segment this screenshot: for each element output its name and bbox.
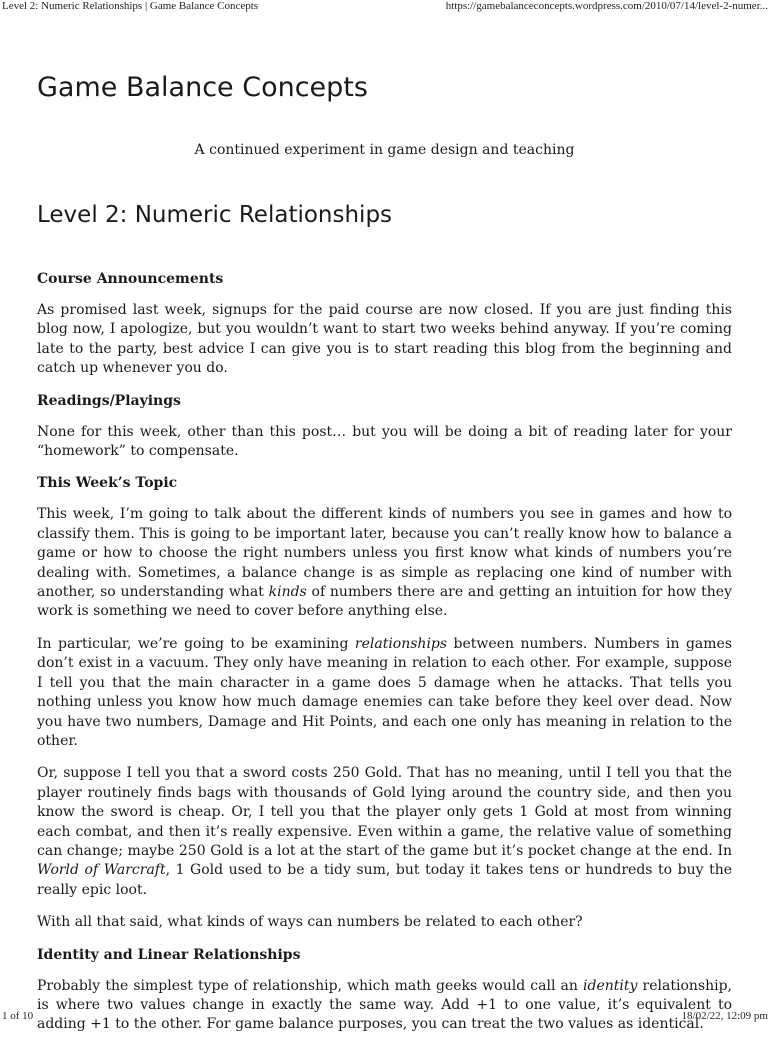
paragraph-announcements: As promised last week, signups for the paid course are now closed. If you are just finding this blog now, I apologize, but you wouldn’t want to start two weeks behind anyway. If you’re coming late to the party, best advice I can give you is to start reading this blog from the beginning and catch up whenever you do. <box>37 302 732 377</box>
paragraph-question: With all that said, what kinds of ways can numbers be related to each other? <box>37 914 583 931</box>
text-run: of numbers there are and getting an intuition for how they work is something we need to cover before anything else. <box>37 584 732 620</box>
site-tagline: A continued experiment in game design and teaching <box>194 142 575 158</box>
emphasis-identity: identity <box>583 977 638 994</box>
post-title[interactable]: Level 2: Numeric Relationships <box>37 202 393 228</box>
print-footer-page: 1 of 10 <box>2 1010 34 1022</box>
paragraph-readings: None for this week, other than this post… but you will be doing a bit of reading later for your “homework” to compensate. <box>37 423 732 460</box>
text-run: In particular, we’re going to be examining <box>37 635 355 652</box>
print-header-title: Level 2: Numeric Relationships | Game Balance Concepts <box>2 0 259 12</box>
emphasis-kinds: kinds <box>268 584 307 601</box>
print-header <box>0 0 768 14</box>
text-run: , 1 Gold used to be a tidy sum, but today it takes tens or hundreds to buy the really epic loot. <box>37 862 732 898</box>
text-run: between numbers. Numbers in games don’t exist in a vacuum. They only have meaning in relation to each other. For example, suppose I tell you that the main character in a game does 5 damage when he attacks. That tells you nothing unless you know how much damage enemies can take before they keel over dead. Now you have two numbers, Damage and Hit Points, and each one only has meaning in relation to the other. <box>37 635 733 749</box>
text-run: Or, suppose I tell you that a sword costs 250 Gold. That has no meaning, until I tell you that the player routinely finds bags with thousands of Gold lying around the country side, and then you know the sword is cheap. Or, I tell you that the player only gets 1 Gold at most from winning each combat, and then it’s really expensive. Even within a game, the relative value of something can change; maybe 250 Gold is a lot at the start of the game but it’s pocket change at the end. In <box>37 765 732 859</box>
paragraph-identity <box>37 977 732 1035</box>
print-header-url: https://gamebalanceconcepts.wordpress.com/2010/07/14/level-2-numer... <box>445 0 768 12</box>
text-run: relationship, is where two values change in exactly the same way. Add +1 to one value, it’s equivalent to adding +1 to the other. For game balance purposes, you can treat the two values as identical. <box>37 977 732 1033</box>
heading-course-announcements: Course Announcements <box>37 271 224 287</box>
paragraph-relationships <box>37 635 732 751</box>
heading-readings-playings: Readings/Playings <box>37 392 181 409</box>
emphasis-world-of-warcraft: World of Warcraft <box>37 862 166 879</box>
site-title[interactable]: Game Balance Concepts <box>37 72 368 103</box>
paragraph-topic <box>37 505 732 621</box>
heading-this-weeks-topic: This Week’s Topic <box>37 475 178 492</box>
post-content <box>37 270 732 1047</box>
heading-identity-linear: Identity and Linear Relationships <box>37 946 301 963</box>
text-run: This week, I’m going to talk about the different kinds of numbers you see in games and how to classify them. This is going to be important later, because you can’t really know how to balance a game or how to choose the right numbers unless you first know what kinds of numbers you’re dealing with. Sometimes, a balance change is as simple as replacing one kind of number with another, so understanding what <box>37 506 732 601</box>
text-run: Probably the simplest type of relationship, which math geeks would call an <box>37 977 584 994</box>
emphasis-relationships: relationships <box>354 635 448 652</box>
print-footer-datetime: 18/02/22, 12:09 pm <box>681 1010 768 1022</box>
print-footer <box>0 1010 768 1024</box>
paragraph-sword <box>37 764 732 900</box>
